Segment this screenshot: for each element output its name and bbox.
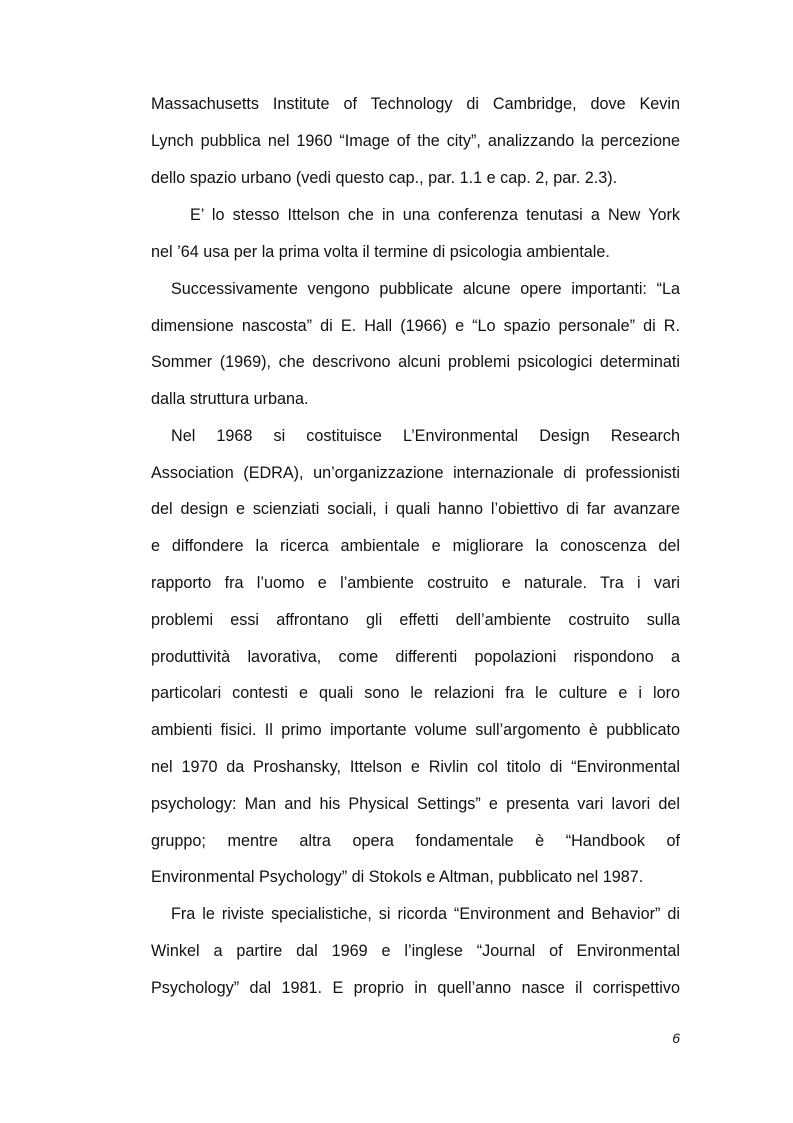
- text-line: rapporto fra l’uomo e l’ambiente costruito e naturale. Tra i vari: [151, 574, 680, 592]
- text-line: Winkel a partire dal 1969 e l’inglese “Journal of Environmental: [151, 942, 680, 960]
- text-line: Lynch pubblica nel 1960 “Image of the city”, analizzando la percezione: [151, 132, 680, 150]
- text-line: Nel 1968 si costituisce L’Environmental Design Research: [171, 427, 680, 445]
- text-line: problemi essi affrontano gli effetti dell’ambiente costruito sulla: [151, 611, 680, 629]
- text-line: gruppo; mentre altra opera fondamentale è “Handbook of: [151, 832, 680, 850]
- text-line: psychology: Man and his Physical Settings” e presenta vari lavori del: [151, 795, 680, 813]
- text-line: dimensione nascosta” di E. Hall (1966) e “Lo spazio personale” di R.: [151, 317, 680, 335]
- text-line: Fra le riviste specialistiche, si ricorda “Environment and Behavior” di: [171, 905, 680, 923]
- text-line: e diffondere la ricerca ambientale e migliorare la conoscenza del: [151, 537, 680, 555]
- text-line: dello spazio urbano (vedi questo cap., par. 1.1 e cap. 2, par. 2.3).: [151, 169, 618, 187]
- text-line: ambienti fisici. Il primo importante volume sull’argomento è pubblicato: [151, 721, 680, 739]
- text-line: dalla struttura urbana.: [151, 390, 309, 408]
- text-line: Environmental Psychology” di Stokols e Altman, pubblicato nel 1987.: [151, 868, 644, 886]
- text-line: del design e scienziati sociali, i quali hanno l’obiettivo di far avanzare: [151, 500, 680, 518]
- text-line: produttività lavorativa, come differenti popolazioni rispondono a: [151, 648, 680, 666]
- page-number: 6: [672, 1030, 680, 1046]
- text-line: Association (EDRA), un’organizzazione internazionale di professionisti: [151, 464, 680, 482]
- text-line: particolari contesti e quali sono le relazioni fra le culture e i loro: [151, 684, 680, 702]
- text-line: Psychology” dal 1981. E proprio in quell’anno nasce il corrispettivo: [151, 979, 680, 997]
- text-line: Sommer (1969), che descrivono alcuni problemi psicologici determinati: [151, 353, 680, 371]
- text-line: nel 1970 da Proshansky, Ittelson e Rivlin col titolo di “Environmental: [151, 758, 680, 776]
- text-line: Successivamente vengono pubblicate alcune opere importanti: “La: [171, 280, 680, 298]
- text-line: E’ lo stesso Ittelson che in una conferenza tenutasi a New York: [190, 206, 680, 224]
- text-line: nel ’64 usa per la prima volta il termine di psicologia ambientale.: [151, 243, 610, 261]
- text-line: Massachusetts Institute of Technology di Cambridge, dove Kevin: [151, 95, 680, 113]
